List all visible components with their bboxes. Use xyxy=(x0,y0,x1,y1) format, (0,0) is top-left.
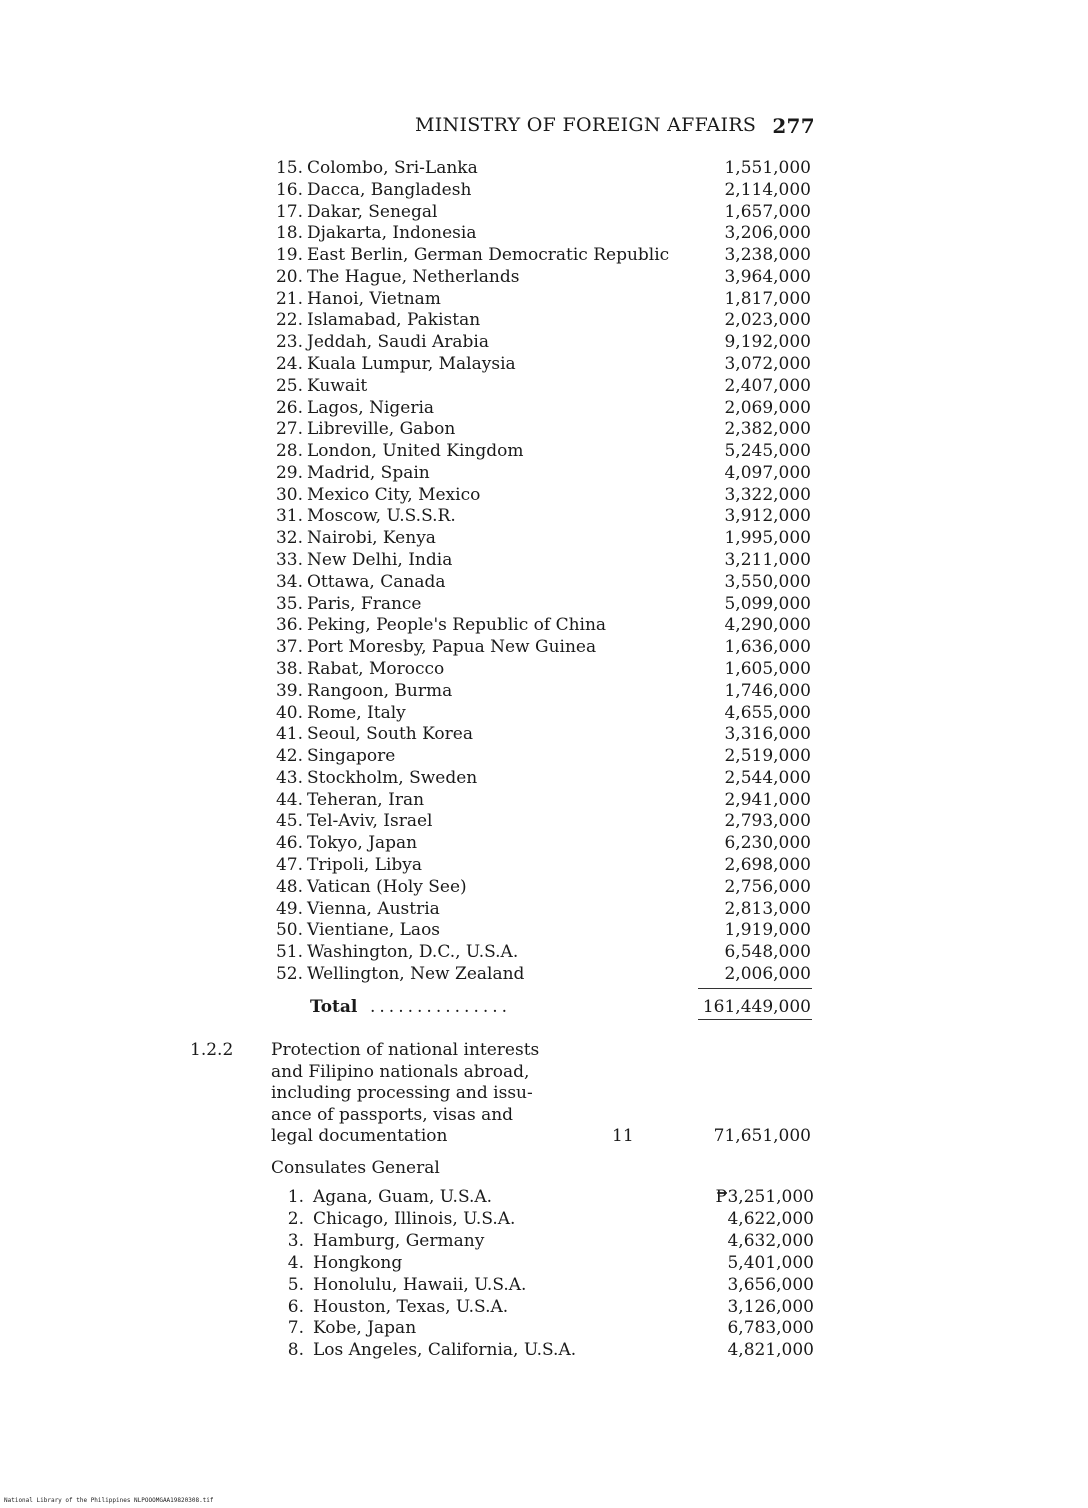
item-num: 33. xyxy=(275,550,303,571)
item-name: Wellington, New Zealand xyxy=(307,963,525,984)
item-amount: 2,544,000 xyxy=(724,767,811,788)
list-item xyxy=(0,832,1088,854)
list-item xyxy=(0,963,1088,985)
list-item xyxy=(0,658,1088,680)
list-item xyxy=(0,309,1088,331)
item-num: 21. xyxy=(275,288,303,309)
list-item xyxy=(0,222,1088,244)
section-line: Protection of national interests xyxy=(271,1040,540,1060)
list-item xyxy=(0,789,1088,811)
total-leader-dots: ............... xyxy=(370,997,512,1017)
item-num: 1. xyxy=(287,1187,304,1207)
item-amount: 1,919,000 xyxy=(724,920,811,941)
item-name: Hamburg, Germany xyxy=(313,1230,485,1251)
item-num: 31. xyxy=(275,506,303,527)
item-num: 24. xyxy=(275,354,303,375)
item-name: Tokyo, Japan xyxy=(307,833,418,854)
list-item xyxy=(0,810,1088,832)
item-name: Chicago, Illinois, U.S.A. xyxy=(313,1208,516,1229)
item-num: 25. xyxy=(275,375,303,396)
list-item xyxy=(0,1296,1088,1318)
list-item xyxy=(0,1230,1088,1252)
item-amount: ₱3,251,000 xyxy=(715,1187,814,1207)
item-name: Mexico City, Mexico xyxy=(307,484,481,505)
list-item xyxy=(0,1208,1088,1230)
list-item xyxy=(0,527,1088,549)
list-item xyxy=(0,288,1088,310)
item-name: Dacca, Bangladesh xyxy=(307,179,472,200)
section-code: 1.2.2 xyxy=(190,1040,234,1060)
list-item xyxy=(0,1317,1088,1339)
item-num: 16. xyxy=(275,179,303,200)
item-name: Hongkong xyxy=(313,1252,403,1273)
list-item xyxy=(0,1274,1088,1296)
item-amount: 5,401,000 xyxy=(727,1252,814,1273)
list-item xyxy=(0,484,1088,506)
item-num: 17. xyxy=(275,201,303,222)
item-num: 36. xyxy=(275,615,303,636)
item-name: Vatican (Holy See) xyxy=(307,876,467,897)
item-name: Washington, D.C., U.S.A. xyxy=(307,942,519,963)
list-item xyxy=(0,157,1088,179)
total-label: Total xyxy=(310,997,358,1017)
list-item xyxy=(0,593,1088,615)
item-num: 41. xyxy=(275,724,303,745)
list-item xyxy=(0,636,1088,658)
list-item xyxy=(0,375,1088,397)
item-name: Rangoon, Burma xyxy=(307,680,453,701)
list-item xyxy=(0,549,1088,571)
item-name: Agana, Guam, U.S.A. xyxy=(313,1187,493,1207)
item-num: 2. xyxy=(287,1208,304,1229)
list-item xyxy=(0,505,1088,527)
section-line: ance of passports, visas and xyxy=(271,1104,514,1125)
page-header xyxy=(415,114,815,138)
list-item xyxy=(0,331,1088,353)
item-name: Dakar, Senegal xyxy=(307,201,438,222)
item-name: Kobe, Japan xyxy=(313,1318,417,1339)
item-name: Hanoi, Vietnam xyxy=(307,288,441,309)
item-name: Honolulu, Hawaii, U.S.A. xyxy=(313,1274,527,1295)
item-num: 38. xyxy=(275,658,303,679)
item-name: Moscow, U.S.S.R. xyxy=(307,506,456,527)
item-amount: 2,407,000 xyxy=(724,375,811,396)
item-amount: 3,211,000 xyxy=(724,550,811,571)
total-rule xyxy=(698,1019,812,1020)
item-num: 26. xyxy=(275,397,303,418)
section-amount: 71,651,000 xyxy=(713,1126,811,1146)
item-name: New Delhi, India xyxy=(307,550,453,571)
item-amount: 3,126,000 xyxy=(727,1296,814,1317)
item-num: 52. xyxy=(275,963,303,984)
list-item xyxy=(0,1186,1088,1208)
item-name: Peking, People's Republic of China xyxy=(307,615,607,636)
item-num: 39. xyxy=(275,680,303,701)
item-num: 47. xyxy=(275,854,303,875)
item-name: Islamabad, Pakistan xyxy=(307,310,481,331)
subtotal-rule xyxy=(698,988,812,989)
item-num: 34. xyxy=(275,571,303,592)
item-name: Seoul, South Korea xyxy=(307,724,473,745)
item-amount: 2,382,000 xyxy=(724,419,811,440)
list-item xyxy=(0,353,1088,375)
item-name: Lagos, Nigeria xyxy=(307,397,435,418)
item-amount: 9,192,000 xyxy=(724,332,811,353)
item-name: London, United Kingdom xyxy=(307,441,524,462)
item-amount: 1,657,000 xyxy=(724,201,811,222)
list-item xyxy=(0,702,1088,724)
list-item xyxy=(0,745,1088,767)
list-item xyxy=(0,462,1088,484)
item-amount: 3,550,000 xyxy=(724,571,811,592)
list-item xyxy=(0,919,1088,941)
item-amount: 1,817,000 xyxy=(724,288,811,309)
list-item xyxy=(0,244,1088,266)
list-item xyxy=(0,941,1088,963)
section-line: including processing and issu- xyxy=(271,1083,533,1103)
item-name: Singapore xyxy=(307,746,396,767)
item-num: 5. xyxy=(287,1274,304,1295)
item-amount: 2,793,000 xyxy=(724,811,811,832)
item-name: Paris, France xyxy=(307,593,422,614)
item-amount: 1,605,000 xyxy=(724,658,811,679)
list-item xyxy=(0,614,1088,636)
item-num: 29. xyxy=(275,462,303,483)
list-item xyxy=(0,266,1088,288)
item-num: 19. xyxy=(275,245,303,266)
item-name: The Hague, Netherlands xyxy=(307,266,520,287)
item-amount: 1,995,000 xyxy=(724,528,811,549)
list-item xyxy=(0,418,1088,440)
item-name: Ottawa, Canada xyxy=(307,571,446,592)
item-num: 51. xyxy=(275,942,303,963)
list-item xyxy=(0,201,1088,223)
item-num: 43. xyxy=(275,767,303,788)
item-amount: 3,206,000 xyxy=(724,223,811,244)
item-amount: 6,230,000 xyxy=(724,833,811,854)
item-num: 8. xyxy=(287,1340,304,1361)
item-name: Libreville, Gabon xyxy=(307,419,456,440)
list-item xyxy=(0,179,1088,201)
item-num: 23. xyxy=(275,332,303,353)
item-name: Port Moresby, Papua New Guinea xyxy=(307,637,597,658)
item-name: Madrid, Spain xyxy=(307,462,430,483)
item-amount: 3,964,000 xyxy=(724,266,811,287)
page-number: 277 xyxy=(772,114,815,138)
item-amount: 3,072,000 xyxy=(724,354,811,375)
item-amount: 2,023,000 xyxy=(724,310,811,331)
item-name: Djakarta, Indonesia xyxy=(307,223,477,244)
item-name: Stockholm, Sweden xyxy=(307,767,478,788)
item-amount: 6,783,000 xyxy=(727,1318,814,1339)
footer-source: National Library of the Philippines NLPOOOMGAA19820308.tif xyxy=(4,1497,214,1504)
list-item xyxy=(0,767,1088,789)
list-item xyxy=(0,854,1088,876)
item-amount: 2,698,000 xyxy=(724,854,811,875)
item-num: 42. xyxy=(275,746,303,767)
item-amount: 1,551,000 xyxy=(724,158,811,178)
item-amount: 2,006,000 xyxy=(724,963,811,984)
item-num: 27. xyxy=(275,419,303,440)
item-amount: 3,316,000 xyxy=(724,724,811,745)
item-name: Nairobi, Kenya xyxy=(307,528,436,549)
item-amount: 5,099,000 xyxy=(724,593,811,614)
item-name: Rome, Italy xyxy=(307,702,406,723)
item-name: Tripoli, Libya xyxy=(307,854,423,875)
item-num: 22. xyxy=(275,310,303,331)
item-num: 50. xyxy=(275,920,303,941)
item-amount: 2,069,000 xyxy=(724,397,811,418)
list-item xyxy=(0,680,1088,702)
item-amount: 6,548,000 xyxy=(724,942,811,963)
item-amount: 1,746,000 xyxy=(724,680,811,701)
item-num: 7. xyxy=(287,1318,304,1339)
item-name: Rabat, Morocco xyxy=(307,658,445,679)
item-num: 32. xyxy=(275,528,303,549)
item-num: 44. xyxy=(275,789,303,810)
section-count: 11 xyxy=(612,1126,634,1146)
list-item xyxy=(0,876,1088,898)
item-name: Houston, Texas, U.S.A. xyxy=(313,1296,509,1317)
item-num: 4. xyxy=(287,1252,304,1273)
section-line: and Filipino nationals abroad, xyxy=(271,1061,530,1082)
item-num: 49. xyxy=(275,898,303,919)
page-title: MINISTRY OF FOREIGN AFFAIRS xyxy=(415,114,757,136)
item-amount: 3,656,000 xyxy=(727,1274,814,1295)
list-item xyxy=(0,571,1088,593)
item-amount: 4,821,000 xyxy=(727,1340,814,1361)
item-name: Teheran, Iran xyxy=(307,789,425,810)
item-amount: 4,655,000 xyxy=(724,702,811,723)
item-name: Jeddah, Saudi Arabia xyxy=(307,332,489,353)
item-num: 35. xyxy=(275,593,303,614)
item-amount: 2,114,000 xyxy=(724,179,811,200)
item-num: 20. xyxy=(275,266,303,287)
item-name: Tel-Aviv, Israel xyxy=(307,811,433,832)
item-amount: 3,322,000 xyxy=(724,484,811,505)
item-num: 40. xyxy=(275,702,303,723)
item-num: 18. xyxy=(275,223,303,244)
item-name: Colombo, Sri-Lanka xyxy=(307,158,478,178)
item-num: 37. xyxy=(275,637,303,658)
item-amount: 5,245,000 xyxy=(724,441,811,462)
item-amount: 4,622,000 xyxy=(727,1208,814,1229)
item-num: 15. xyxy=(275,158,303,178)
item-amount: 4,632,000 xyxy=(727,1230,814,1251)
item-amount: 4,290,000 xyxy=(724,615,811,636)
list-item xyxy=(0,440,1088,462)
item-name: Los Angeles, California, U.S.A. xyxy=(313,1340,577,1361)
item-amount: 2,519,000 xyxy=(724,746,811,767)
section-line: legal documentation xyxy=(271,1126,448,1146)
item-num: 48. xyxy=(275,876,303,897)
total-amount: 161,449,000 xyxy=(702,997,811,1017)
item-num: 46. xyxy=(275,833,303,854)
consulates-heading: Consulates General xyxy=(271,1158,440,1178)
item-name: Kuala Lumpur, Malaysia xyxy=(307,354,516,375)
item-num: 45. xyxy=(275,811,303,832)
item-amount: 2,941,000 xyxy=(724,789,811,810)
item-amount: 4,097,000 xyxy=(724,462,811,483)
item-amount: 3,912,000 xyxy=(724,506,811,527)
total-row xyxy=(0,994,1088,1020)
item-name: East Berlin, German Democratic Republic xyxy=(307,245,670,266)
item-amount: 2,756,000 xyxy=(724,876,811,897)
list-item xyxy=(0,397,1088,419)
list-item xyxy=(0,1252,1088,1274)
item-name: Vienna, Austria xyxy=(307,898,440,919)
item-name: Kuwait xyxy=(307,375,368,396)
item-num: 30. xyxy=(275,484,303,505)
item-amount: 3,238,000 xyxy=(724,245,811,266)
item-amount: 2,813,000 xyxy=(724,898,811,919)
list-item xyxy=(0,723,1088,745)
list-item xyxy=(0,1339,1088,1361)
item-name: Vientiane, Laos xyxy=(307,920,441,941)
item-amount: 1,636,000 xyxy=(724,637,811,658)
item-num: 6. xyxy=(287,1296,304,1317)
item-num: 3. xyxy=(287,1230,304,1251)
section-description xyxy=(271,1040,571,1148)
item-num: 28. xyxy=(275,441,303,462)
list-item xyxy=(0,898,1088,920)
